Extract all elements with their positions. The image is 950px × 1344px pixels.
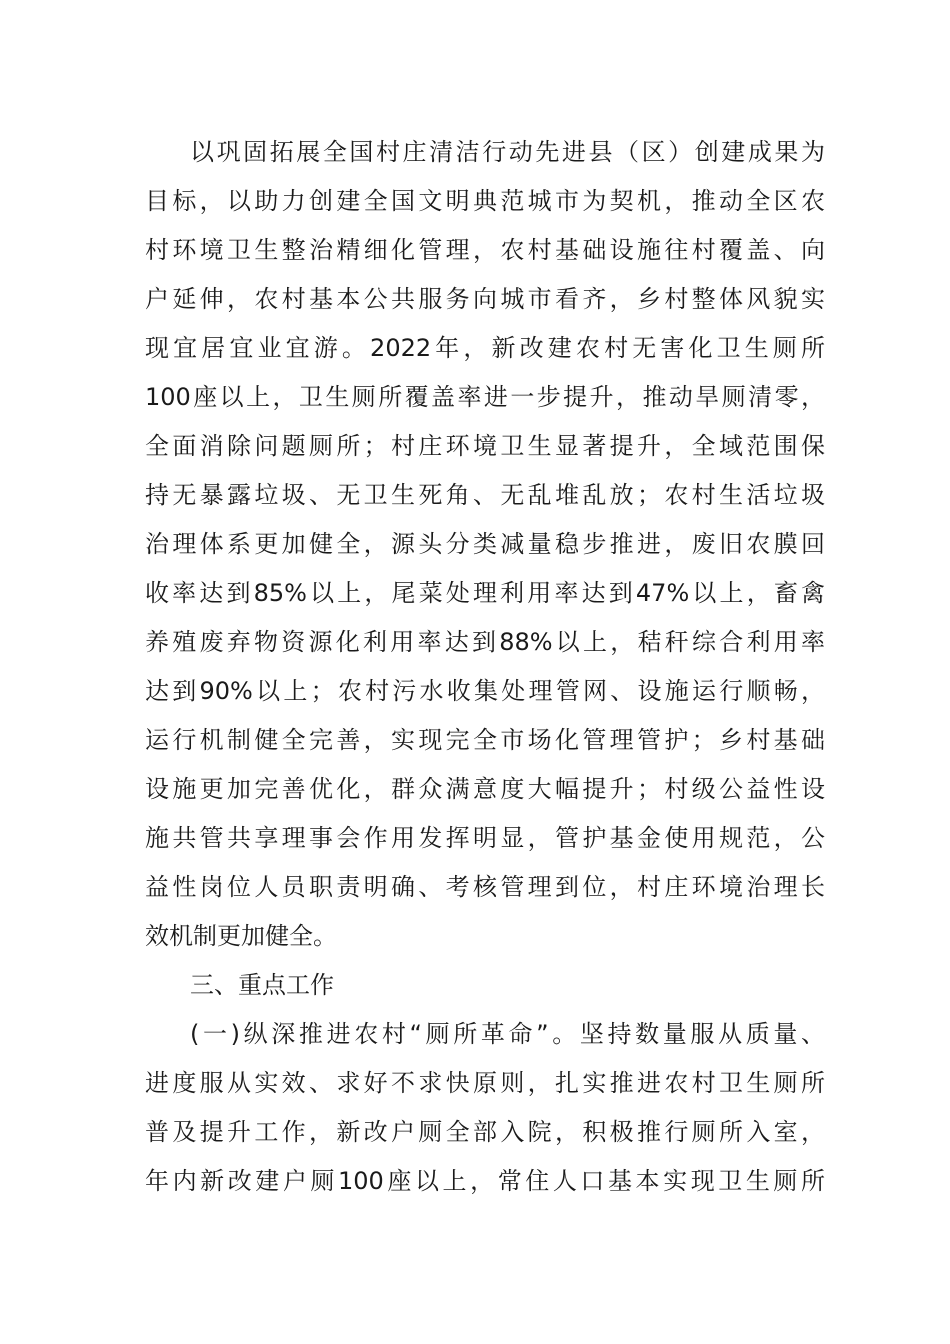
paragraph-line: 运行机制健全完善，实现完全市场化管理管护；乡村基础 <box>145 726 825 754</box>
paragraph-line: 施共管共享理事会作用发挥明显，管护基金使用规范，公 <box>145 824 825 852</box>
paragraph-line: 治理体系更加健全，源头分类减量稳步推进，废旧农膜回 <box>145 530 825 558</box>
section-heading: 三、重点工作 <box>190 971 334 999</box>
paragraph-line: 以巩固拓展全国村庄清洁行动先进县（区）创建成果为 <box>190 138 825 166</box>
paragraph-line: 年内新改建户厕100座以上，常住人口基本实现卫生厕所 <box>145 1167 825 1195</box>
paragraph-line: 持无暴露垃圾、无卫生死角、无乱堆乱放；农村生活垃圾 <box>145 481 825 509</box>
paragraph-line: 户延伸，农村基本公共服务向城市看齐，乡村整体风貌实 <box>145 285 825 313</box>
paragraph-line: 进度服从实效、求好不求快原则，扎实推进农村卫生厕所 <box>145 1069 825 1097</box>
paragraph-line: 养殖废弃物资源化利用率达到88%以上，秸秆综合利用率 <box>145 628 825 656</box>
paragraph-line: 收率达到85%以上，尾菜处理利用率达到47%以上，畜禽 <box>145 579 825 607</box>
paragraph-line: 目标，以助力创建全国文明典范城市为契机，推动全区农 <box>145 187 825 215</box>
paragraph-line: 益性岗位人员职责明确、考核管理到位，村庄环境治理长 <box>145 873 825 901</box>
paragraph-line: 普及提升工作，新改户厕全部入院，积极推行厕所入室， <box>145 1118 825 1146</box>
paragraph-line: 设施更加完善优化，群众满意度大幅提升；村级公益性设 <box>145 775 825 803</box>
paragraph-line: 村环境卫生整治精细化管理，农村基础设施往村覆盖、向 <box>145 236 825 264</box>
paragraph-line: 全面消除问题厕所；村庄环境卫生显著提升，全域范围保 <box>145 432 825 460</box>
paragraph-line: (一)纵深推进农村“厕所革命”。坚持数量服从质量、 <box>190 1020 825 1048</box>
paragraph-line: 达到90%以上；农村污水收集处理管网、设施运行顺畅， <box>145 677 825 705</box>
paragraph-line: 100座以上，卫生厕所覆盖率进一步提升，推动旱厕清零， <box>145 383 825 411</box>
paragraph-line: 现宜居宜业宜游。2022年，新改建农村无害化卫生厕所 <box>145 334 825 362</box>
paragraph-line: 效机制更加健全。 <box>145 922 337 950</box>
